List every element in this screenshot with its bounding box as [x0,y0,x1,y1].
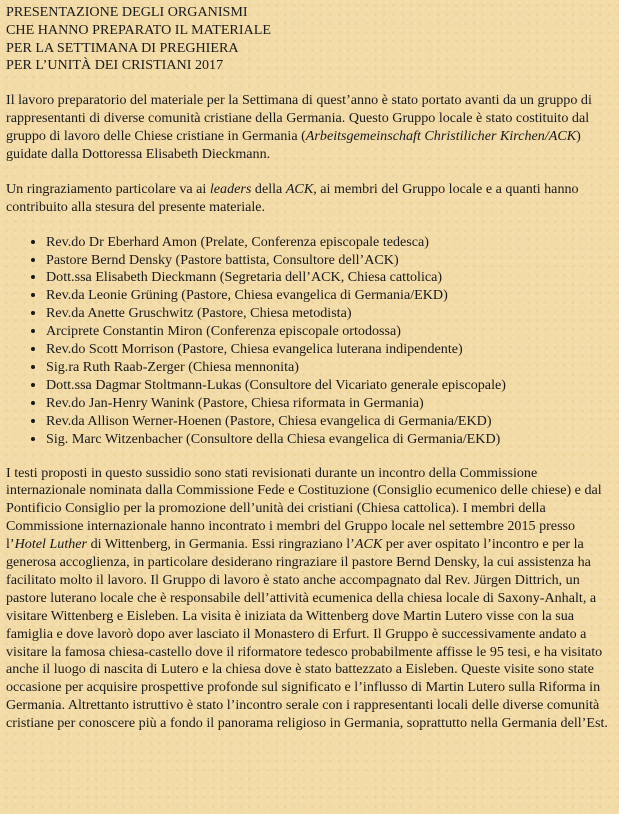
leaders-word: leaders [209,180,252,197]
revision-text: I testi proposti in questo sussidio sono stati revisionati durante un incontro della Commissione internazionale nominata dalla Commissione Fede e Costituzione (Consiglio ecumenico delle chiese) e dal Pontificio Consiglio per la promozione dell’unità dei cristiani (Chiesa cattolica). I membri della Commissione internazionale hanno incontrato i membri del Gruppo locale nel settembre 2015 presso l’ [6,464,602,553]
page-title [6,4,613,75]
revision-text: per aver ospitato l’incontro e per la generosa accoglienza, in particolare desiderano ringraziare il pastore Bernd Densky, la cui assistenza ha facilitato molto il lavoro. Il Gruppo di lavoro è stato anche accompagnato dal Rev. Jürgen Dittrich, un pastore luterano locale che è responsabile dell’attività ecumenica della chiesa locale di Saxony-Anhalt, a visitare Wittenberg e Eisleben. La visita è iniziata da Wittenberg dove Martin Lutero visse con la sua famiglia e dove lavorò dopo aver lasciato il Monastero di Erfurt. Il Gruppo è successivamente andato a visitare la famosa chiesa-castello dove il riformatore tedesco probabilmente affisse le 95 tesi, e ha visitato anche il luogo di nascita di Lutero e la chiesa dove è stato battezzato a Eisleben. Queste visite sono state occasione per acquisire prospettive profonde sul significato e l’influsso di Martin Lutero sulla Riforma in Germania. Altrettanto istruttivo è stato l’incontro serale con i rappresentanti locali delle diverse comunità cristiane per conoscere più a fondo il panorama religioso in Germania, soprattutto nella Germania dell’Est. [6,536,608,732]
list-item: • Sig.ra Ruth Raab-Zerger (Chiesa mennonita) [46,359,613,377]
title-line: PER LA SETTIMANA DI PREGHIERA [6,39,239,56]
members-list [6,234,613,449]
intro-text-end: ) guidate dalla Dottoressa Elisabeth Dieckmann. [6,128,581,162]
list-item: • Rev.da Anette Gruschwitz (Pastore, Chiesa metodista) [46,305,613,323]
list-item: • Sig. Marc Witzenbacher (Consultore della Chiesa evangelica di Germania/EKD) [46,431,613,449]
list-item: • Arciprete Constantin Miron (Conferenza episcopale ortodossa) [46,323,613,341]
ack-acronym: ACK [354,536,383,553]
revision-paragraph [6,465,613,734]
list-item: • Rev.do Jan-Henry Wanink (Pastore, Chiesa riformata in Germania) [46,395,613,413]
title-line: CHE HANNO PREPARATO IL MATERIALE [6,21,271,38]
list-item: • Rev.do Scott Morrison (Pastore, Chiesa evangelica luterana indipendente) [46,341,613,359]
list-item: • Rev.da Allison Werner-Hoenen (Pastore, Chiesa evangelica di Germania/EKD) [46,413,613,431]
revision-text: di Wittenberg, in Germania. Essi ringraziano l’ [87,536,355,553]
title-line: PRESENTAZIONE DEGLI ORGANISMI [6,4,248,20]
list-item: • Dott.ssa Elisabeth Dieckmann (Segretaria dell’ACK, Chiesa cattolica) [46,269,613,287]
intro-paragraph [6,92,613,164]
thanks-text: Un ringraziamento particolare va ai [6,180,210,197]
list-item: • Dott.ssa Dagmar Stoltmann-Lukas (Consultore del Vicariato generale episcopale) [46,377,613,395]
list-item: • Rev.da Leonie Grüning (Pastore, Chiesa evangelica di Germania/EKD) [46,287,613,305]
thanks-text: , ai membri del Gruppo locale e a quanti hanno contribuito alla stesura del presente materiale. [6,180,579,215]
list-item: • Rev.do Dr Eberhard Amon (Prelate, Conferenza episcopale tedesca) [46,234,613,252]
thanks-paragraph [6,181,613,217]
list-item: • Pastore Bernd Densky (Pastore battista, Consultore dell’ACK) [46,252,613,270]
thanks-text: della [251,180,286,197]
ack-full-name: Arbeitsgemeinschaft Christilicher Kirchen/ACK [305,128,577,144]
title-line: PER L’UNITÀ DEI CRISTIANI 2017 [6,57,224,74]
ack-acronym: ACK [285,180,314,197]
intro-text: Il lavoro preparatorio del materiale per la Settimana di quest’anno è stato portato avanti da un gruppo di rappresentanti di diverse comunità cristiane della Germania. Questo Gruppo locale è stato costituito dal gruppo di lavoro delle Chiese cristiane in Germania ( [6,92,592,144]
hotel-name: Hotel Luther [14,536,88,553]
